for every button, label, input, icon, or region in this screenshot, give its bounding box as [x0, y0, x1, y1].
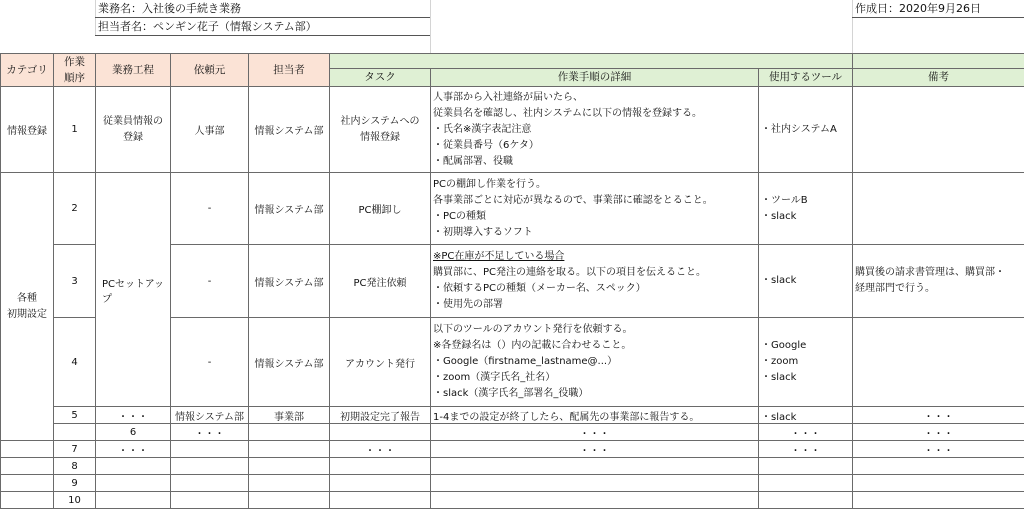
tools-cell[interactable]: ・・・	[853, 424, 1024, 441]
tools-cell[interactable]: ・Google ・zoom ・slack	[759, 318, 853, 407]
notes-cell[interactable]	[853, 475, 1024, 492]
task-cell[interactable]	[330, 458, 431, 475]
header-assignee[interactable]: 担当者	[249, 54, 330, 87]
underline	[852, 17, 1024, 18]
task-cell[interactable]	[330, 492, 431, 509]
requester-cell[interactable]: -	[171, 245, 249, 318]
header-process[interactable]: 業務工程	[96, 54, 171, 87]
assignee-cell[interactable]	[249, 441, 330, 458]
process-cell[interactable]	[96, 475, 171, 492]
header-tools[interactable]: 使用するツール	[759, 69, 853, 87]
task-cell[interactable]: ・・・	[330, 441, 431, 458]
task-cell[interactable]: 初期設定完了報告	[330, 407, 431, 424]
header-band-notes	[853, 54, 1024, 69]
category-cell[interactable]	[54, 424, 96, 441]
owner-cell[interactable]: 担当者名：ペンギン花子（情報システム部）	[98, 20, 317, 33]
order-cell[interactable]: 1	[54, 87, 96, 173]
task-cell[interactable]: PC棚卸し	[330, 173, 431, 245]
notes-cell[interactable]	[853, 173, 1024, 245]
requester-cell[interactable]	[171, 492, 249, 509]
details-cell[interactable]: PCの棚卸し作業を行う。 各事業部ごとに対応が異なるので、事業部に確認をとること。 ・PCの種類 ・初期導入するソフト	[431, 173, 759, 245]
details-cell[interactable]: 以下のツールのアカウント発行を依頼する。 ※各登録名は（）内の記載に合わせること。 ・Google（firstname_lastname@...） ・zoom（漢字氏名_社名） ・slack（漢字氏名_部署名_役職）	[431, 318, 759, 407]
order-cell[interactable]: 9	[54, 475, 96, 492]
header-notes[interactable]: 備考	[853, 69, 1024, 87]
details-cell[interactable]: ・・・	[759, 424, 853, 441]
assignee-cell[interactable]	[249, 475, 330, 492]
details-cell[interactable]	[431, 475, 759, 492]
table-row	[1, 441, 1024, 458]
process-cell[interactable]	[96, 458, 171, 475]
table-row	[1, 87, 1024, 173]
process-cell[interactable]: ・・・	[171, 424, 249, 441]
process-cell[interactable]	[96, 492, 171, 509]
details-cell[interactable]	[431, 492, 759, 509]
header-order[interactable]: 作業 順序	[54, 54, 96, 87]
process-cell[interactable]: ・・・	[96, 441, 171, 458]
table-row	[1, 407, 1024, 424]
underline	[95, 35, 430, 36]
business-name-cell[interactable]: 業務名：入社後の手続き業務	[98, 2, 241, 15]
assignee-cell[interactable]: 情報システム部	[249, 318, 330, 407]
process-cell[interactable]: 従業員情報の 登録	[96, 87, 171, 173]
tools-cell[interactable]: ・slack	[759, 407, 853, 424]
task-cell[interactable]: PC発注依頼	[330, 245, 431, 318]
assignee-cell[interactable]: 情報システム部	[249, 245, 330, 318]
table-row	[1, 492, 1024, 509]
tools-cell[interactable]: ・社内システムA	[759, 87, 853, 173]
procedure-table	[0, 53, 1024, 509]
table-row	[1, 424, 1024, 441]
order-cell[interactable]: 6	[96, 424, 171, 441]
notes-cell[interactable]: ・・・	[853, 441, 1024, 458]
assignee-cell[interactable]	[330, 424, 431, 441]
order-cell[interactable]: 3	[54, 245, 96, 318]
requester-cell[interactable]: 人事部	[171, 87, 249, 173]
assignee-cell[interactable]	[249, 458, 330, 475]
category-cell[interactable]: 各種 初期設定	[1, 173, 54, 441]
process-cell[interactable]: PCセットアップ	[96, 173, 171, 407]
category-cell[interactable]	[1, 492, 54, 509]
category-cell[interactable]	[1, 441, 54, 458]
tools-cell[interactable]	[759, 492, 853, 509]
assignee-cell[interactable]: 事業部	[249, 407, 330, 424]
tools-cell[interactable]: ・・・	[759, 441, 853, 458]
order-cell[interactable]: 2	[54, 173, 96, 245]
task-cell[interactable]: ・・・	[431, 424, 759, 441]
header-band	[330, 54, 853, 69]
order-cell[interactable]: 4	[54, 318, 96, 407]
details-cell[interactable]: ※PC在庫が不足している場合 購買部に、PC発注の連絡を取る。以下の項目を伝えること。 ・依頼するPCの種類（メーカー名、スペック） ・使用先の部署	[431, 245, 759, 318]
header-details[interactable]: 作業手順の詳細	[431, 69, 759, 87]
header-category[interactable]: カテゴリ	[1, 54, 54, 87]
notes-cell[interactable]	[853, 458, 1024, 475]
notes-cell[interactable]	[853, 87, 1024, 173]
requester-cell[interactable]	[171, 441, 249, 458]
notes-cell[interactable]	[853, 318, 1024, 407]
details-cell[interactable]: 人事部から入社連絡が届いたら、 従業員名を確認し、社内システムに以下の情報を登録する。 ・氏名※漢字表記注意 ・従業員番号（6ケタ） ・配属部署、役職	[431, 87, 759, 173]
table-row	[1, 173, 1024, 245]
tools-cell[interactable]: ・ツールB ・slack	[759, 173, 853, 245]
tools-cell[interactable]	[759, 475, 853, 492]
tools-cell[interactable]: ・slack	[759, 245, 853, 318]
table-row	[1, 458, 1024, 475]
category-cell[interactable]	[1, 458, 54, 475]
table-row	[1, 475, 1024, 492]
assignee-cell[interactable]: 情報システム部	[249, 87, 330, 173]
assignee-cell[interactable]	[249, 492, 330, 509]
order-cell[interactable]: 8	[54, 458, 96, 475]
grid-line	[430, 0, 431, 53]
task-cell[interactable]: アカウント発行	[330, 318, 431, 407]
order-cell[interactable]: 10	[54, 492, 96, 509]
category-cell[interactable]: 情報登録	[1, 87, 54, 173]
requester-cell[interactable]	[171, 475, 249, 492]
notes-cell[interactable]: ・・・	[853, 407, 1024, 424]
requester-cell[interactable]: -	[171, 173, 249, 245]
header-task[interactable]: タスク	[330, 69, 431, 87]
requester-cell[interactable]	[249, 424, 330, 441]
process-cell[interactable]: ・・・	[96, 407, 171, 424]
order-cell[interactable]: 7	[54, 441, 96, 458]
tools-cell[interactable]	[759, 458, 853, 475]
notes-cell[interactable]	[853, 492, 1024, 509]
created-date-cell[interactable]: 作成日：2020年9月26日	[855, 2, 981, 15]
requester-cell[interactable]	[171, 458, 249, 475]
details-cell[interactable]: ・・・	[431, 441, 759, 458]
requester-cell[interactable]: 情報システム部	[171, 407, 249, 424]
category-cell[interactable]	[1, 475, 54, 492]
order-cell[interactable]: 5	[54, 407, 96, 424]
task-cell[interactable]: 社内システムへの 情報登録	[330, 87, 431, 173]
header-requester[interactable]: 依頼元	[171, 54, 249, 87]
details-cell[interactable]	[431, 458, 759, 475]
task-cell[interactable]	[330, 475, 431, 492]
requester-cell[interactable]: -	[171, 318, 249, 407]
notes-cell[interactable]: 購買後の請求書管理は、購買部・ 経理部門で行う。	[853, 245, 1024, 318]
assignee-cell[interactable]: 情報システム部	[249, 173, 330, 245]
details-cell[interactable]: 1-4までの設定が終了したら、配属先の事業部に報告する。	[431, 407, 759, 424]
